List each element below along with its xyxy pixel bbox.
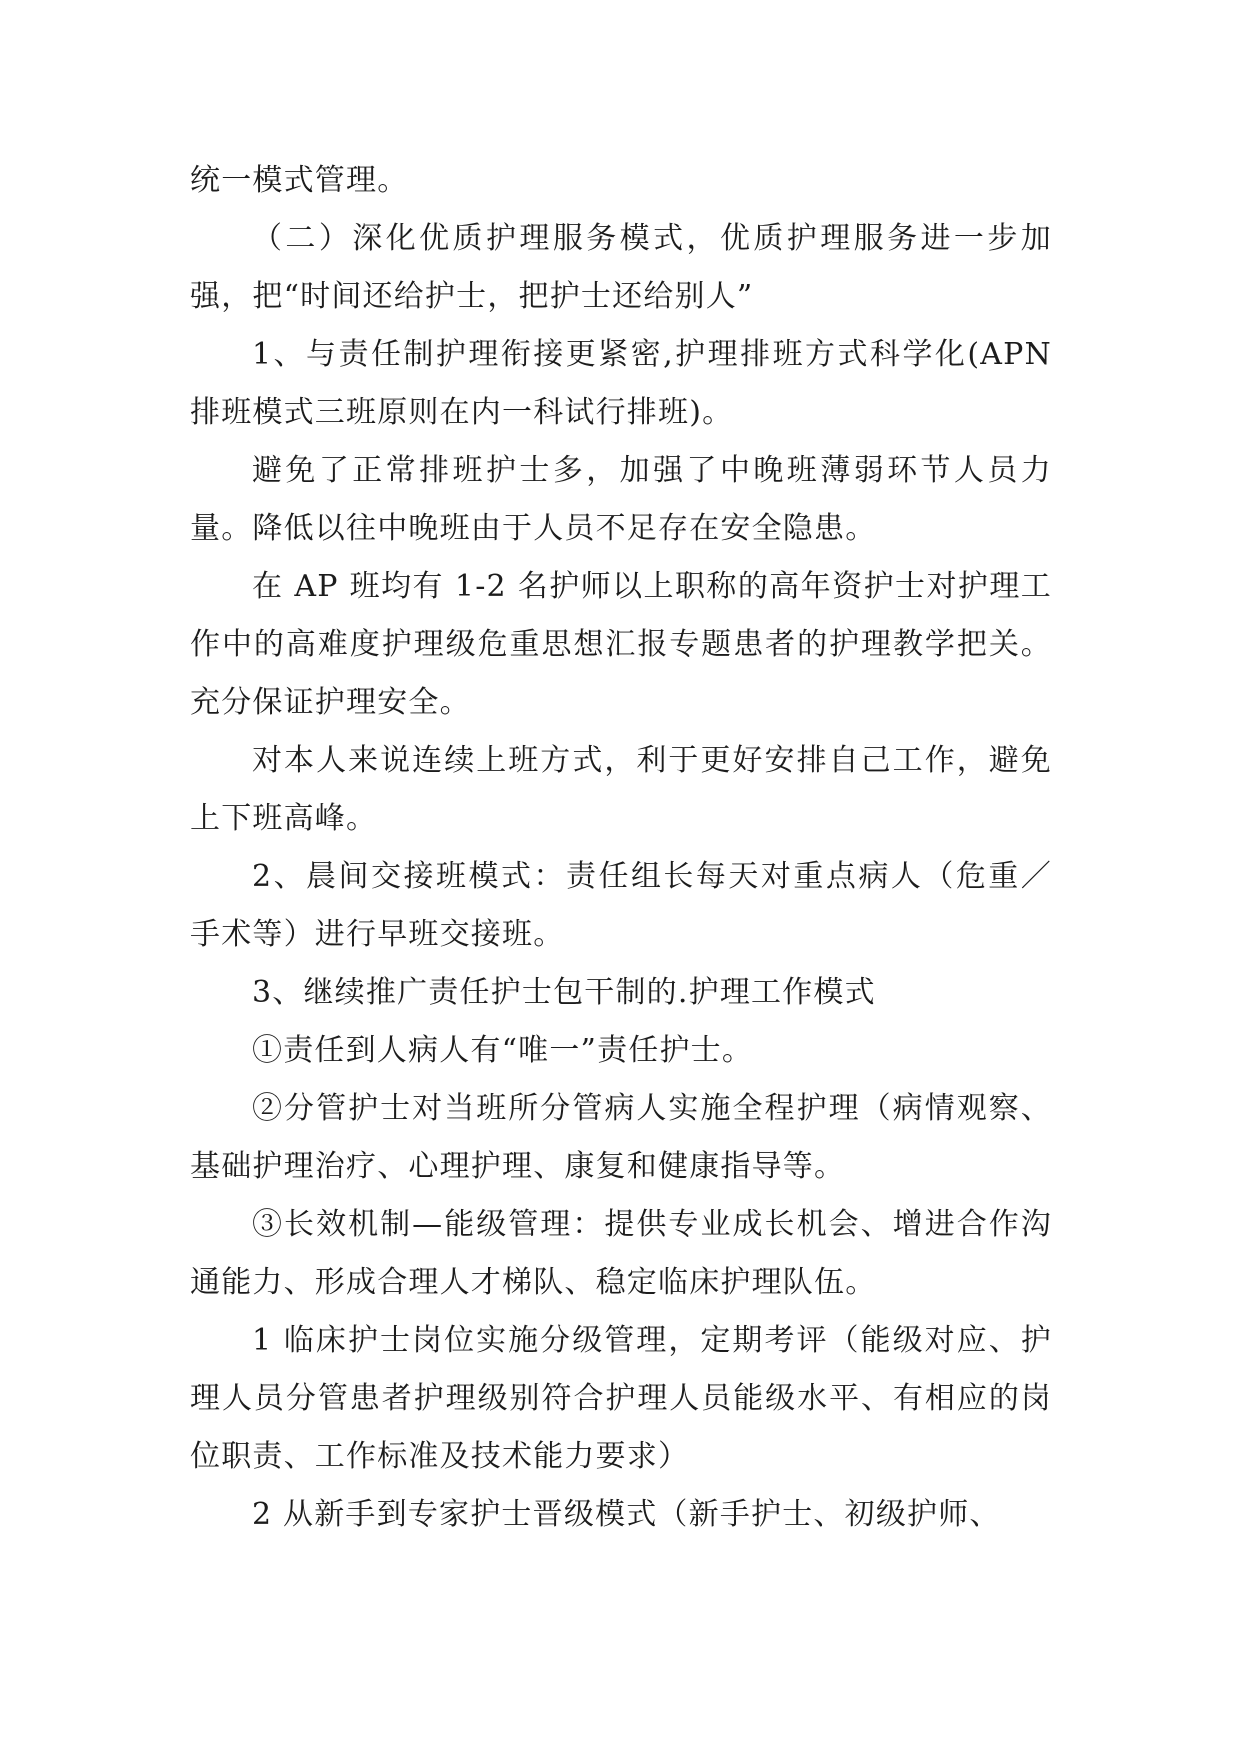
paragraph-item-2: 2、晨间交接班模式：责任组长每天对重点病人（危重／手术等）进行早班交接班。 <box>190 859 1052 952</box>
body-text <box>190 152 1052 1544</box>
paragraph-level-2: 2 从新手到专家护士晋级模式（新手护士、初级护师、 <box>252 1497 1001 1532</box>
paragraph-item-1: 1、与责任制护理衔接更紧密,护理排班方式科学化(APN排班模式三班原则在内一科试行排班)。 <box>190 337 1052 430</box>
paragraph: 在 AP 班均有 1-2 名护师以上职称的高年资护士对护理工作中的高难度护理级危重思想汇报专题患者的护理教学把关。充分保证护理安全。 <box>190 569 1052 720</box>
paragraph-item-3: 3、继续推广责任护士包干制的.护理工作模式 <box>252 975 876 1010</box>
paragraph-subitem-2: ②分管护士对当班所分管病人实施全程护理（病情观察、基础护理治疗、心理护理、康复和健康指导等。 <box>190 1091 1052 1184</box>
paragraph-subitem-1: ①责任到人病人有“唯一”责任护士。 <box>252 1033 754 1068</box>
paragraph-continuation: 统一模式管理。 <box>190 163 409 198</box>
paragraph-subitem-3: ③长效机制—能级管理：提供专业成长机会、增进合作沟通能力、形成合理人才梯队、稳定临床护理队伍。 <box>190 1207 1052 1300</box>
paragraph: 避免了正常排班护士多，加强了中晚班薄弱环节人员力量。降低以往中晚班由于人员不足存在安全隐患。 <box>190 453 1052 546</box>
paragraph-level-1: 1 临床护士岗位实施分级管理，定期考评（能级对应、护理人员分管患者护理级别符合护理人员能级水平、有相应的岗位职责、工作标准及技术能力要求） <box>190 1323 1052 1474</box>
paragraph-section-heading: （二）深化优质护理服务模式，优质护理服务进一步加强，把“时间还给护士，把护士还给别人” <box>190 221 1052 314</box>
paragraph: 对本人来说连续上班方式，利于更好安排自己工作，避免上下班高峰。 <box>190 743 1052 836</box>
